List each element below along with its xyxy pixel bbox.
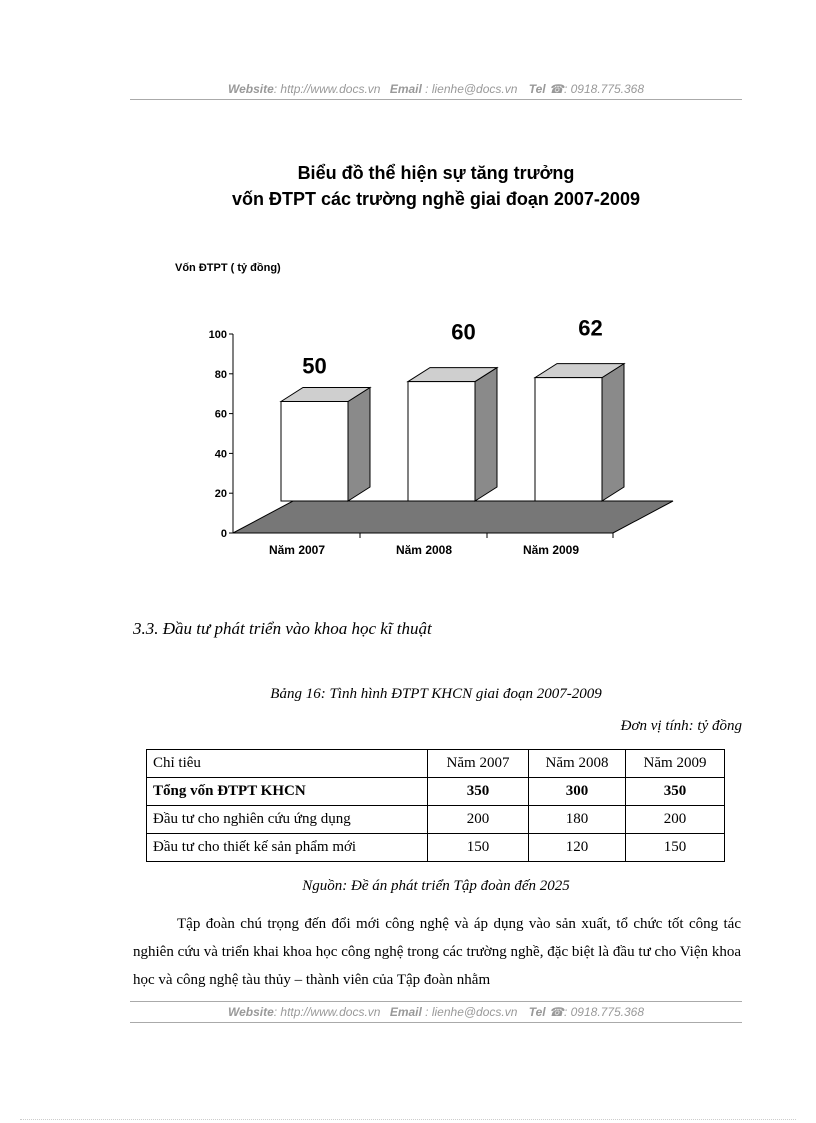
bar-side	[475, 368, 497, 501]
table-cell: 300	[529, 778, 626, 806]
bar-front	[535, 378, 602, 501]
header-cell: Năm 2007	[428, 750, 529, 778]
data-label: 62	[578, 315, 603, 341]
bar	[535, 364, 624, 501]
bar-side	[348, 388, 370, 502]
data-label: 60	[451, 319, 476, 345]
footer-website-label: Website	[227, 1005, 274, 1019]
table-cell: 350	[626, 778, 725, 806]
bar-chart	[0, 250, 816, 580]
chart-title-line2: vốn ĐTPT các trường nghề giai đoạn 2007-2009	[232, 189, 640, 209]
header-tel-value: : 0918.775.368	[563, 82, 645, 96]
body-paragraph: Tập đoàn chú trọng đến đổi mới công nghệ và áp dụng vào sản xuất, tổ chức tốt công tác nghiên cứu và triển khai khoa học công nghệ trong các trường nghề, đặc biệt là đầu tư cho Viện khoa học và công nghệ tàu thủy – thành viên của Tập đoàn nhằm	[133, 916, 741, 988]
page-header	[130, 82, 742, 96]
header-cell: Năm 2008	[529, 750, 626, 778]
bar	[408, 368, 497, 501]
header-cell: Chỉ tiêu	[147, 750, 428, 778]
phone-icon: ☎	[549, 1005, 564, 1019]
table-cell: 200	[428, 806, 529, 834]
footer-tel-value: : 0918.775.368	[563, 1005, 645, 1019]
y-tick-label: 100	[208, 329, 227, 341]
bar-side	[602, 364, 624, 501]
page-edge	[20, 1119, 796, 1120]
footer-email-value[interactable]: : lienhe@docs.vn	[425, 1005, 518, 1019]
table-row	[147, 778, 725, 806]
table-row	[147, 806, 725, 834]
y-tick-label: 80	[214, 368, 227, 381]
table-header-row	[147, 750, 725, 778]
table-row	[147, 834, 725, 862]
chart-title-line1: Biểu đồ thể hiện sự tăng trưởng	[297, 163, 575, 183]
table-cell: Đầu tư cho thiết kế sản phẩm mới	[147, 834, 428, 862]
chart-floor	[233, 501, 673, 533]
data-label: 50	[302, 353, 327, 379]
header-email-value[interactable]: : lienhe@docs.vn	[425, 82, 518, 96]
table-cell: 150	[428, 834, 529, 862]
bar-front	[408, 382, 475, 501]
footer-rule	[130, 1001, 742, 1002]
header-website-label: Website	[227, 82, 274, 96]
data-table	[146, 749, 725, 862]
x-tick-label: Năm 2009	[522, 543, 580, 557]
footer-tel-label: Tel	[528, 1005, 546, 1019]
header-website-value[interactable]: : http://www.docs.vn	[273, 82, 381, 96]
table-cell: 180	[529, 806, 626, 834]
table-cell: Tổng vốn ĐTPT KHCN	[147, 778, 428, 806]
x-tick-label: Năm 2007	[268, 543, 326, 557]
header-tel-label: Tel	[528, 82, 546, 96]
table-cell: 120	[529, 834, 626, 862]
bar-front	[281, 402, 348, 502]
header-rule	[130, 99, 742, 100]
table-caption: Bảng 16: Tình hình ĐTPT KHCN giai đoạn 2007-2009	[270, 686, 602, 702]
table-cell: 150	[626, 834, 725, 862]
table-cell: 350	[428, 778, 529, 806]
page-footer	[130, 1005, 742, 1019]
footer-email-label: Email	[389, 1005, 422, 1019]
header-cell: Năm 2009	[626, 750, 725, 778]
bar	[281, 388, 370, 502]
y-tick-label: 20	[214, 488, 227, 501]
footer-rule-bottom	[130, 1022, 742, 1023]
table-cell: Đầu tư cho nghiên cứu ứng dụng	[147, 806, 428, 834]
phone-icon: ☎	[549, 82, 564, 96]
chart-title	[130, 160, 742, 212]
y-tick-label: 40	[214, 448, 227, 461]
header-email-label: Email	[389, 82, 422, 96]
y-tick-label: 0	[220, 528, 227, 540]
section-title: 3.3. Đầu tư phát triển vào khoa học kĩ thuật	[133, 619, 432, 638]
y-axis-label: Vốn ĐTPT ( tỷ đồng)	[175, 262, 281, 274]
y-tick-label: 60	[214, 408, 227, 421]
table-unit: Đơn vị tính: tỷ đồng	[620, 718, 742, 734]
x-tick-label: Năm 2008	[395, 543, 453, 557]
table-source: Nguồn: Đề án phát triển Tập đoàn đến 2025	[302, 878, 570, 894]
footer-website-value[interactable]: : http://www.docs.vn	[273, 1005, 381, 1019]
table-cell: 200	[626, 806, 725, 834]
